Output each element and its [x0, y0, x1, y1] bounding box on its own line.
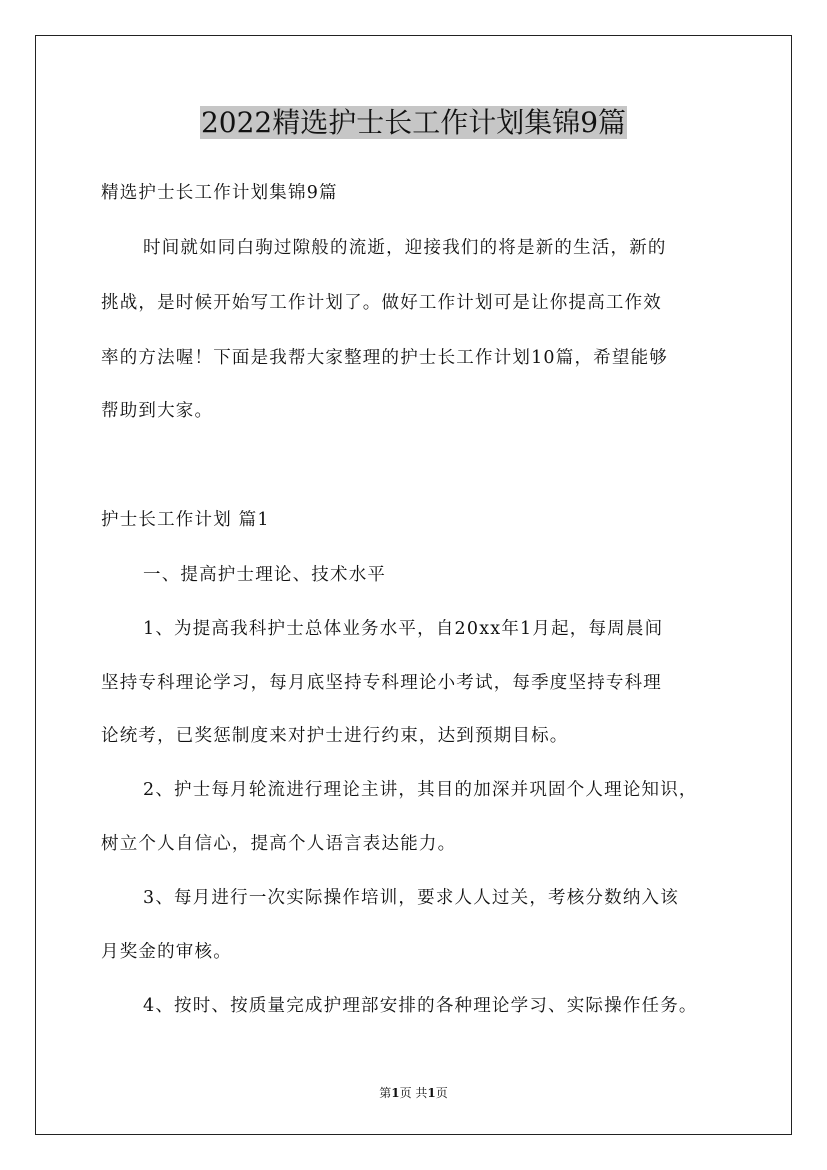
- footer-suffix: 页: [435, 1086, 448, 1100]
- footer-prefix: 第: [379, 1086, 392, 1100]
- item2-line-2: 树立个人自信心，提高个人语言表达能力。: [101, 834, 457, 854]
- footer-mid: 页 共: [399, 1086, 428, 1100]
- intro-line-3: 率的方法喔！下面是我帮大家整理的护士长工作计划10篇，希望能够: [101, 348, 668, 368]
- intro-line-2: 挑战，是时候开始写工作计划了。做好工作计划可是让你提高工作效: [101, 293, 662, 313]
- document-subtitle: 精选护士长工作计划集锦9篇: [101, 183, 338, 203]
- item1-line-3: 论统考，已奖惩制度来对护士进行约束，达到预期目标。: [101, 726, 569, 746]
- item3-line-2: 月奖金的审核。: [101, 942, 232, 962]
- item3-line-1: 3、每月进行一次实际操作培训，要求人人过关，考核分数纳入该: [143, 888, 679, 908]
- intro-line-4: 帮助到大家。: [101, 401, 214, 421]
- footer-page-number: 1: [391, 1086, 400, 1100]
- section-heading: 护士长工作计划 篇1: [101, 510, 270, 530]
- item1-line-1: 1、为提高我科护士总体业务水平，自20xx年1月起，每周晨间: [143, 619, 664, 639]
- document-title-text: 2022精选护士长工作计划集锦9篇: [200, 106, 627, 139]
- intro-line-1: 时间就如同白驹过隙般的流逝，迎接我们的将是新的生活，新的: [143, 238, 667, 258]
- document-title: [0, 103, 827, 143]
- page-footer: [0, 1085, 827, 1101]
- item4-line-1: 4、按时、按质量完成护理部安排的各种理论学习、实际操作任务。: [143, 996, 698, 1016]
- footer-page-total: 1: [427, 1086, 436, 1100]
- item1-line-2: 坚持专科理论学习，每月底坚持专科理论小考试，每季度坚持专科理: [101, 673, 662, 693]
- item2-line-1: 2、护士每月轮流进行理论主讲，其目的加深并巩固个人理论知识，: [143, 780, 698, 800]
- subheading: 一、提高护士理论、技术水平: [143, 565, 387, 585]
